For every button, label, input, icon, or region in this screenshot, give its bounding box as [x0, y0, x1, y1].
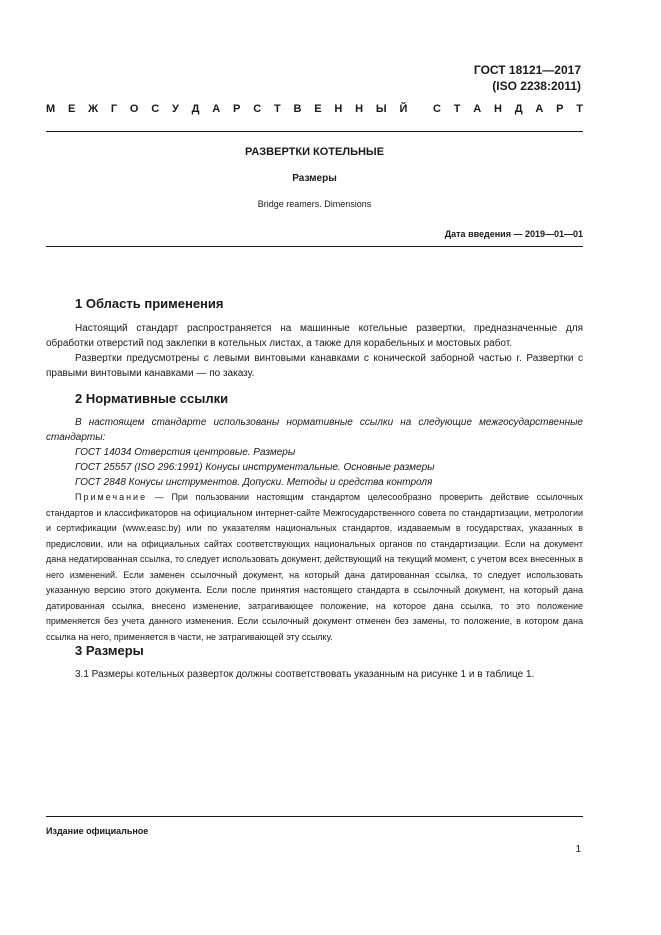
- interstate-standard-banner: [46, 103, 583, 115]
- banner-letter: Й: [399, 103, 408, 115]
- banner-letter: Д: [191, 103, 200, 115]
- banner-letter: Т: [576, 103, 583, 115]
- banner-letter: А: [473, 103, 482, 115]
- english-title: Bridge reamers. Dimensions: [257, 199, 372, 209]
- banner-letter: А: [535, 103, 544, 115]
- banner-letter: Т: [273, 103, 281, 115]
- reference-item: ГОСТ 25557 (ISO 296:1991) Конусы инструментальные. Основные размеры: [75, 462, 435, 473]
- header-divider: [46, 131, 583, 132]
- section-2-heading: 2 Нормативные ссылки: [75, 391, 229, 406]
- section-3-heading: 3 Размеры: [75, 643, 144, 658]
- banner-letter: У: [172, 103, 179, 115]
- introduction-date: Дата введения — 2019—01—01: [444, 229, 583, 239]
- banner-letter: М: [46, 103, 56, 115]
- banner-letter: Ы: [375, 103, 387, 115]
- section-2-intro: В настоящем стандарте использованы нормативные ссылки на следующие межгосударственные стандарты:: [46, 417, 583, 443]
- banner-letter: Н: [493, 103, 502, 115]
- section-3-paragraph-1: 3.1 Размеры котельных разверток должны соответствовать указанным на рисунке 1 и в таблице 1.: [75, 669, 535, 680]
- banner-letter: Н: [355, 103, 364, 115]
- title-divider: [46, 246, 583, 247]
- footer-divider: [46, 816, 583, 817]
- iso-number: (ISO 2238:2011): [492, 79, 581, 93]
- document-title: РАЗВЕРТКИ КОТЕЛЬНЫЕ: [244, 146, 385, 158]
- reference-item: ГОСТ 14034 Отверстия центровые. Размеры: [75, 447, 296, 458]
- section-2-note: [46, 490, 583, 645]
- section-1-paragraph-1: Настоящий стандарт распространяется на машинные котельные развертки, предназначенные для обработки отверстий под заклепки в котельных листах, а также для корабельных и мостовых работ.: [46, 323, 583, 349]
- banner-letter: Е: [314, 103, 322, 115]
- banner-letter: Ж: [88, 103, 99, 115]
- banner-letter: Р: [233, 103, 241, 115]
- page-number: 1: [575, 844, 581, 855]
- section-1-heading: 1 Область применения: [75, 296, 224, 311]
- banner-letter: Н: [334, 103, 343, 115]
- note-label: Примечание: [75, 492, 148, 502]
- banner-letter: С: [151, 103, 160, 115]
- official-edition-label: Издание официальное: [46, 826, 149, 836]
- document-subtitle: Размеры: [292, 173, 337, 184]
- banner-letter: А: [212, 103, 221, 115]
- banner-letter: Г: [110, 103, 118, 115]
- section-1-paragraph-2: Развертки предусмотрены с левыми винтовыми канавками с конической заборной частью r. Развертки с правыми винтовыми канавками — по заказу.: [46, 353, 583, 379]
- banner-letter: С: [253, 103, 262, 115]
- note-text: — При пользовании настоящим стандартом целесообразно проверить действие ссылочных стандартов и классификаторов на официальном интернет-сайте Межгосударственного совета по стандартизации, метрологии и сертификации (www.easc.by) или по указателям национальных стандартов, издаваемым в государствах, указанных в предисловии, или на официальных сайтах соответствующих национальных органов по стандартизации. Если на документ дана недатированная ссылка, то следует использовать документ, действующий на текущий момент, с учетом всех внесенных в него изменений. Если заменен ссылочный документ, на который дана датированная ссылка, то следует использовать указанную версию этого документа. Если после принятия настоящего стандарта в ссылочный документ, на который дана датированная ссылка, внесено изменение, затрагивающее положение, на которое дана ссылка, то это положение применяется без учета данного изменения. Если ссылочный документ отменен без замены, то положение, в котором дана ссылка на него, применяется в части, не затрагивающей эту ссылку.: [46, 492, 583, 642]
- banner-letter: Т: [453, 103, 461, 115]
- banner-letter: Д: [514, 103, 523, 115]
- banner-letter: Р: [556, 103, 564, 115]
- banner-letter: С: [432, 103, 441, 115]
- reference-item: ГОСТ 2848 Конусы инструментов. Допуски. Методы и средства контроля: [75, 477, 433, 488]
- banner-letter: Е: [67, 103, 76, 115]
- banner-letter: О: [129, 103, 139, 115]
- banner-letter: В: [293, 103, 302, 115]
- standard-number: ГОСТ 18121—2017: [473, 63, 581, 77]
- standard-number-block: [474, 62, 581, 94]
